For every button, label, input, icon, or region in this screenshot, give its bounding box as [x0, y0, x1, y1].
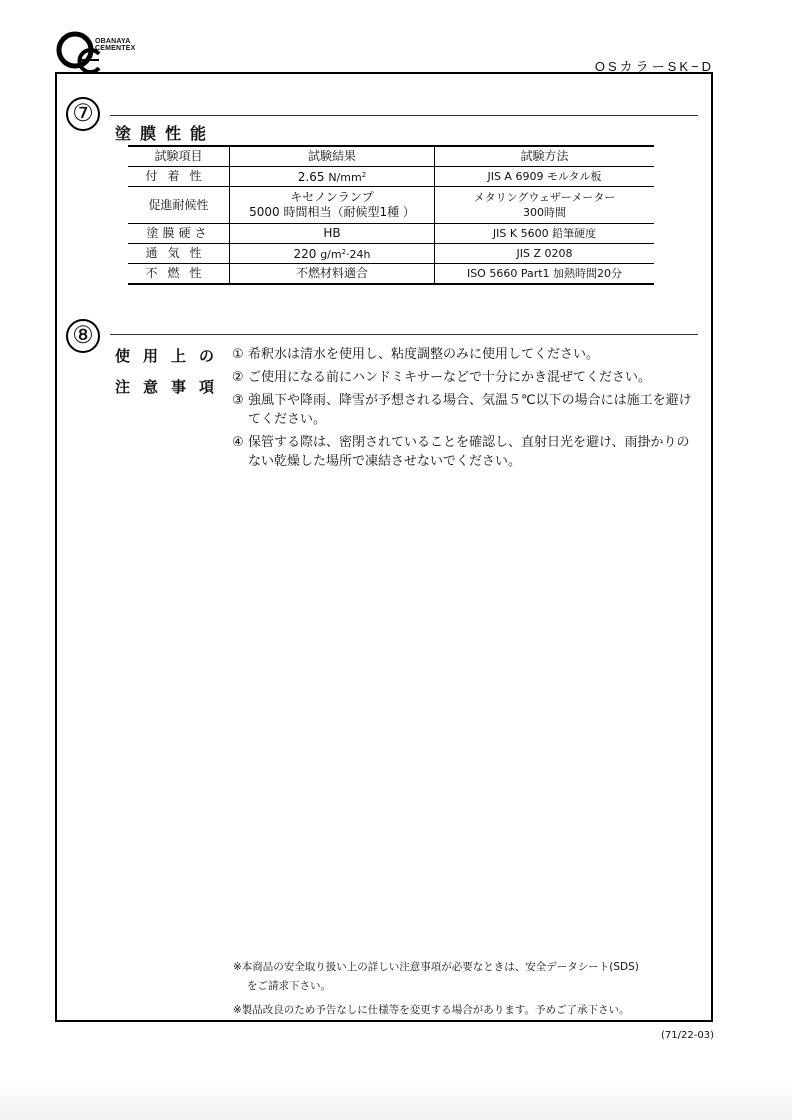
sds-footnote-line1: ※本商品の安全取り扱い上の詳しい注意事項が必要なときは、安全データシート(SDS) — [233, 961, 639, 973]
list-item — [232, 391, 702, 429]
table-row — [128, 244, 654, 264]
section7-title: 塗膜性能 — [115, 124, 216, 143]
table-row — [128, 187, 654, 224]
page-bottom-band — [0, 1080, 792, 1120]
row-result: HB — [230, 224, 435, 244]
note-number: ① — [232, 347, 244, 362]
sds-footnote — [233, 958, 703, 996]
row-item: 付着性 — [128, 167, 230, 187]
usage-notes-list — [232, 345, 702, 475]
document-code: OSカラーSK−D — [594, 59, 714, 74]
row-method: ISO 5660 Part1 加熱時間20分 — [435, 264, 655, 285]
result-unit: g/m — [320, 248, 342, 261]
reference-code: (71/22-03) — [661, 1030, 714, 1041]
method-line2: 300時間 — [523, 206, 566, 219]
result-value: 220 — [293, 247, 317, 261]
header-test-result: 試験結果 — [230, 146, 435, 167]
note-number: ④ — [232, 435, 244, 450]
row-method — [435, 187, 655, 224]
section8-title-line1: 使用上の — [115, 347, 228, 365]
section8-number: ⑧ — [66, 319, 100, 353]
row-item: 塗膜硬さ — [128, 224, 230, 244]
sds-footnote-line2: をご請求下さい。 — [247, 980, 331, 992]
section8-rule — [110, 334, 698, 335]
result-unit-sup: 2 — [341, 248, 347, 256]
company-logo — [55, 28, 165, 76]
performance-table — [128, 145, 654, 285]
note-text: 強風下や降雨、降雪が予想される場合、気温５℃以下の場合には施工を避けてください。 — [248, 393, 692, 427]
note-text: 保管する際は、密閉されていることを確認し、直射日光を避け、雨掛かりのない乾燥した場所で凍結させないでください。 — [248, 435, 690, 469]
change-footnote: ※製品改良のため予告なしに仕様等を変更する場合があります。予めご了承下さい。 — [233, 1004, 630, 1016]
row-result — [230, 244, 435, 264]
row-result: 不燃材料適合 — [230, 264, 435, 285]
brand-line1: OBANAYA — [95, 38, 131, 45]
result-unit: N/mm — [328, 171, 362, 184]
row-item: 通気性 — [128, 244, 230, 264]
row-item: 促進耐候性 — [128, 187, 230, 224]
result-line1: キセノンランプ — [290, 190, 374, 204]
row-result — [230, 167, 435, 187]
table-row — [128, 167, 654, 187]
section7-rule — [110, 115, 698, 116]
section7-number: ⑦ — [66, 97, 100, 131]
row-method: JIS Z 0208 — [435, 244, 655, 264]
note-number: ③ — [232, 393, 244, 408]
row-result — [230, 187, 435, 224]
row-item: 不燃性 — [128, 264, 230, 285]
result-value: 2.65 — [297, 170, 325, 184]
table-row — [128, 224, 654, 244]
header-test-method: 試験方法 — [435, 146, 655, 167]
result-line2: 5000 時間相当（耐候型1種 ） — [249, 205, 415, 219]
result-unit-tail: ·24h — [346, 248, 371, 261]
list-item — [232, 433, 702, 471]
note-number: ② — [232, 370, 244, 385]
list-item — [232, 345, 702, 364]
result-unit-sup: 2 — [361, 171, 367, 179]
note-text: 希釈水は清水を使用し、粘度調整のみに使用してください。 — [248, 347, 600, 362]
header-test-item: 試験項目 — [128, 146, 230, 167]
note-text: ご使用になる前にハンドミキサーなどで十分にかき混ぜてください。 — [248, 370, 652, 385]
method-line1: メタリングウェザーメーター — [473, 191, 616, 204]
table-row — [128, 264, 654, 285]
section8-title-line2: 注意事項 — [115, 378, 228, 396]
row-method: JIS A 6909 モルタル板 — [435, 167, 655, 187]
row-method: JIS K 5600 鉛筆硬度 — [435, 224, 655, 244]
brand-line2: CEMENTEX — [95, 45, 136, 52]
table-header-row — [128, 146, 654, 167]
list-item — [232, 368, 702, 387]
